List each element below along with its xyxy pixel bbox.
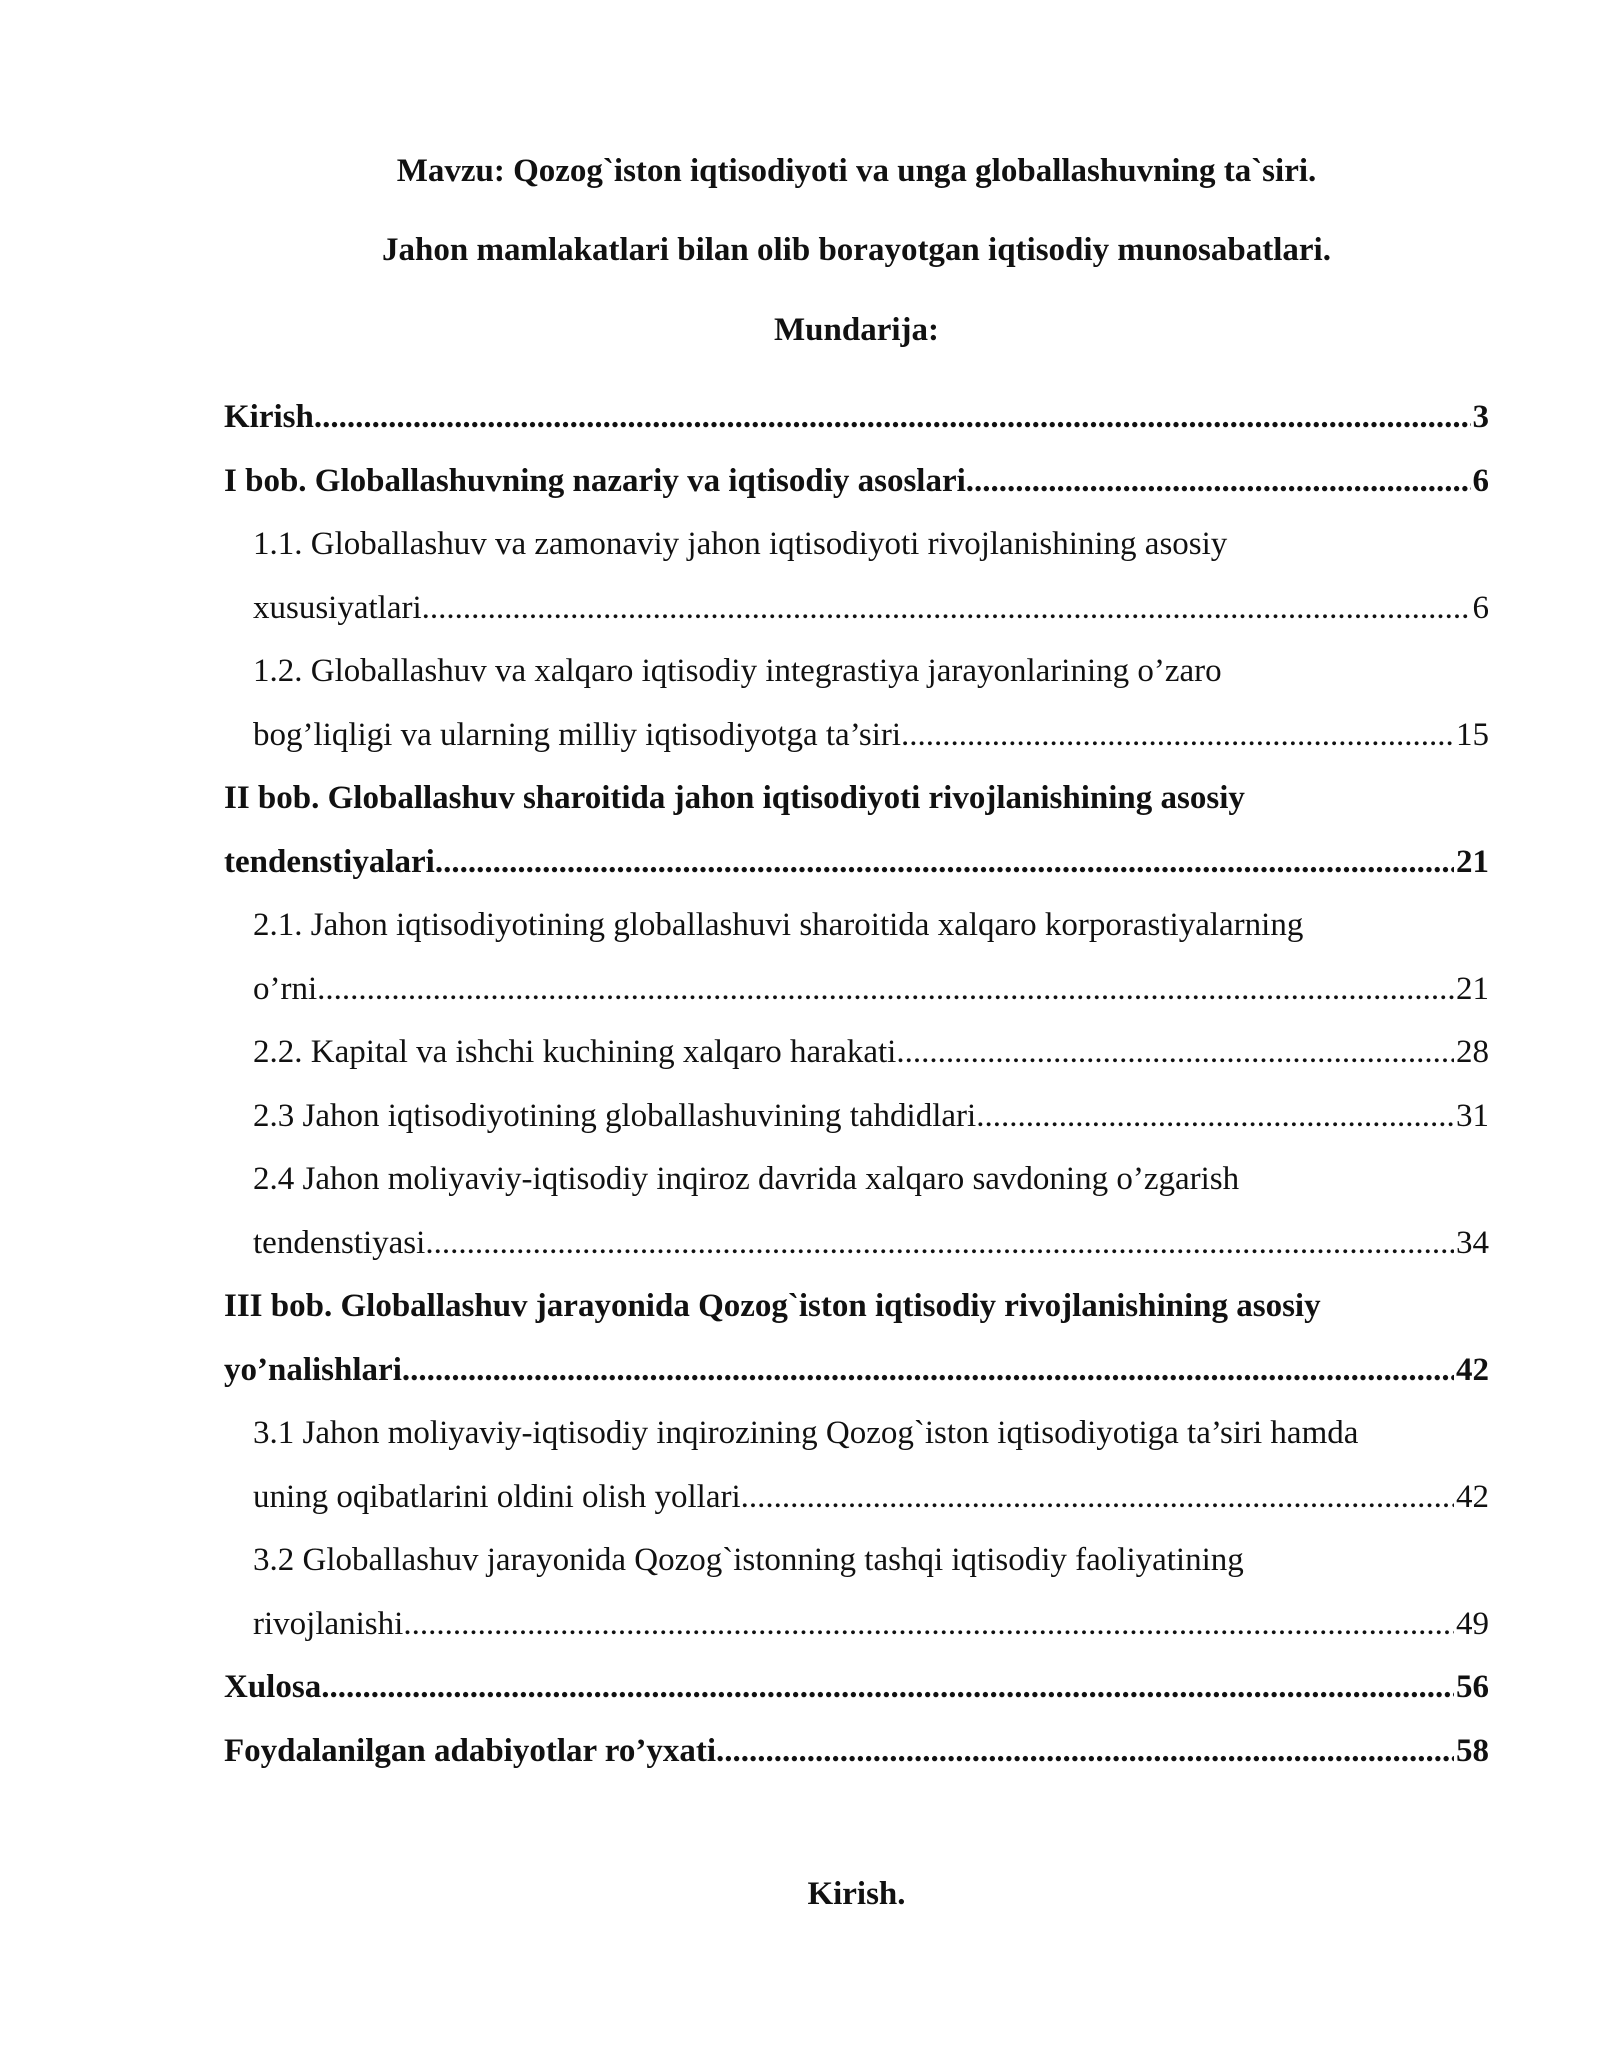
- toc-entry-title: yo’nalishlari: [224, 1351, 402, 1388]
- toc-dot-leader: [435, 831, 1454, 895]
- toc-page-number: 34: [1456, 1224, 1489, 1261]
- toc-page-number: 42: [1456, 1351, 1489, 1388]
- toc-dot-leader: [314, 386, 1471, 450]
- toc-section-entry: [224, 1529, 1489, 1656]
- toc-section-entry: [224, 1148, 1489, 1275]
- toc-chapter-entry: [224, 1720, 1489, 1784]
- toc-page-number: 3: [1472, 399, 1489, 435]
- toc-page-number: 42: [1456, 1478, 1489, 1515]
- toc-entry-leader-line: [253, 1593, 1489, 1657]
- toc-chapter-entry: [224, 1656, 1489, 1720]
- toc-dot-leader: [403, 1593, 1454, 1657]
- toc-page-number: 15: [1456, 716, 1489, 753]
- toc-section-entry: [224, 640, 1489, 767]
- toc-page-number: 31: [1456, 1097, 1489, 1134]
- toc-entry-leader-line: [253, 1466, 1489, 1530]
- toc-section-entry: [224, 513, 1489, 640]
- toc-entry-title-line: 1.2. Globallashuv va xalqaro iqtisodiy integrastiya jarayonlarining o’zaro: [253, 653, 1222, 689]
- toc-entry-leader-line: [224, 1339, 1489, 1403]
- toc-chapter-entry: [224, 1275, 1489, 1402]
- toc-page-number: 21: [1456, 970, 1489, 1007]
- toc-entry-leader-line: [253, 1021, 1489, 1085]
- toc-entry-leader-line: [253, 958, 1489, 1022]
- section-heading-introduction: Kirish.: [807, 1876, 906, 1912]
- topic-subtitle: Jahon mamlakatlari bilan olib borayotgan iqtisodiy munosabatlari.: [382, 232, 1331, 268]
- toc-dot-leader: [741, 1466, 1454, 1530]
- toc-entry-title: Kirish: [224, 399, 314, 435]
- toc-entry-title: rivojlanishi: [253, 1605, 404, 1642]
- toc-entry-leader-line: [224, 1720, 1489, 1784]
- toc-page-number: 6: [1472, 589, 1489, 626]
- toc-dot-leader: [402, 1339, 1454, 1403]
- toc-entry-leader-line: [253, 1085, 1489, 1149]
- toc-entry-title-line: 2.1. Jahon iqtisodiyotining globallashuvi sharoitida xalqaro korporastiyalarning: [253, 907, 1304, 943]
- toc-entry-title: tendenstiyasi: [253, 1224, 426, 1261]
- toc-entry-leader-line: [224, 450, 1489, 514]
- toc-section-entry: [224, 1085, 1489, 1149]
- toc-dot-leader: [716, 1720, 1454, 1784]
- toc-entry-leader-line: [224, 1656, 1489, 1720]
- toc-entry-title: Foydalanilgan adabiyotlar ro’yxati: [224, 1732, 717, 1769]
- toc-entry-leader-line: [224, 386, 1489, 450]
- toc-dot-leader: [966, 450, 1471, 514]
- toc-page-number: 6: [1472, 462, 1489, 499]
- toc-entry-leader-line: [253, 1212, 1489, 1276]
- toc-chapter-entry: [224, 767, 1489, 894]
- toc-entry-title-line: 3.2 Globallashuv jarayonida Qozog`istonning tashqi iqtisodiy faoliyatining: [253, 1542, 1244, 1578]
- toc-entry-title: 2.3 Jahon iqtisodiyotining globallashuvining tahdidlari: [253, 1097, 977, 1134]
- table-of-contents: [224, 386, 1489, 1783]
- toc-entry-title-line: III bob. Globallashuv jarayonida Qozog`iston iqtisodiy rivojlanishining asosiy: [224, 1288, 1321, 1324]
- toc-dot-leader: [976, 1085, 1454, 1149]
- toc-entry-leader-line: [253, 704, 1489, 768]
- toc-page-number: 49: [1456, 1605, 1489, 1642]
- toc-dot-leader: [896, 1021, 1454, 1085]
- toc-chapter-entry: [224, 450, 1489, 514]
- toc-entry-title: tendenstiyalari: [224, 843, 435, 880]
- toc-entry-title: 2.2. Kapital va ishchi kuchining xalqaro harakati: [253, 1034, 897, 1070]
- toc-entry-title-line: 1.1. Globallashuv va zamonaviy jahon iqtisodiyoti rivojlanishining asosiy: [253, 526, 1228, 562]
- contents-heading: Mundarija:: [774, 312, 939, 348]
- toc-entry-title: Xulosa: [224, 1669, 322, 1705]
- toc-entry-leader-line: [253, 577, 1489, 641]
- toc-dot-leader: [425, 1212, 1454, 1276]
- toc-section-entry: [224, 1402, 1489, 1529]
- topic-title: Mavzu: Qozog`iston iqtisodiyoti va unga globallashuvning ta`siri.: [396, 153, 1317, 189]
- toc-section-entry: [224, 894, 1489, 1021]
- toc-dot-leader: [901, 704, 1454, 768]
- toc-dot-leader: [317, 958, 1454, 1022]
- toc-section-entry: [224, 1021, 1489, 1085]
- toc-entry-title: bog’liqligi va ularning milliy iqtisodiyotga ta’siri: [253, 716, 902, 753]
- toc-entry-title: uning oqibatlarini oldini olish yollari: [253, 1478, 741, 1515]
- toc-entry-title: xususiyatlari: [253, 589, 422, 626]
- toc-entry-title-line: II bob. Globallashuv sharoitida jahon iqtisodiyoti rivojlanishining asosiy: [224, 780, 1245, 816]
- toc-entry-title-line: 2.4 Jahon moliyaviy-iqtisodiy inqiroz davrida xalqaro savdoning o’zgarish: [253, 1161, 1240, 1197]
- toc-page-number: 21: [1456, 843, 1489, 880]
- toc-dot-leader: [422, 577, 1471, 641]
- toc-entry-title: I bob. Globallashuvning nazariy va iqtisodiy asoslari: [224, 462, 966, 499]
- toc-dot-leader: [321, 1656, 1454, 1720]
- toc-entry-title-line: 3.1 Jahon moliyaviy-iqtisodiy inqirozining Qozog`iston iqtisodiyotiga ta’siri hamda: [253, 1415, 1359, 1451]
- toc-page-number: 58: [1456, 1732, 1489, 1769]
- toc-page-number: 28: [1456, 1034, 1489, 1070]
- toc-page-number: 56: [1456, 1669, 1489, 1705]
- toc-entry-leader-line: [224, 831, 1489, 895]
- toc-chapter-entry: [224, 386, 1489, 450]
- toc-entry-title: o’rni: [253, 970, 318, 1007]
